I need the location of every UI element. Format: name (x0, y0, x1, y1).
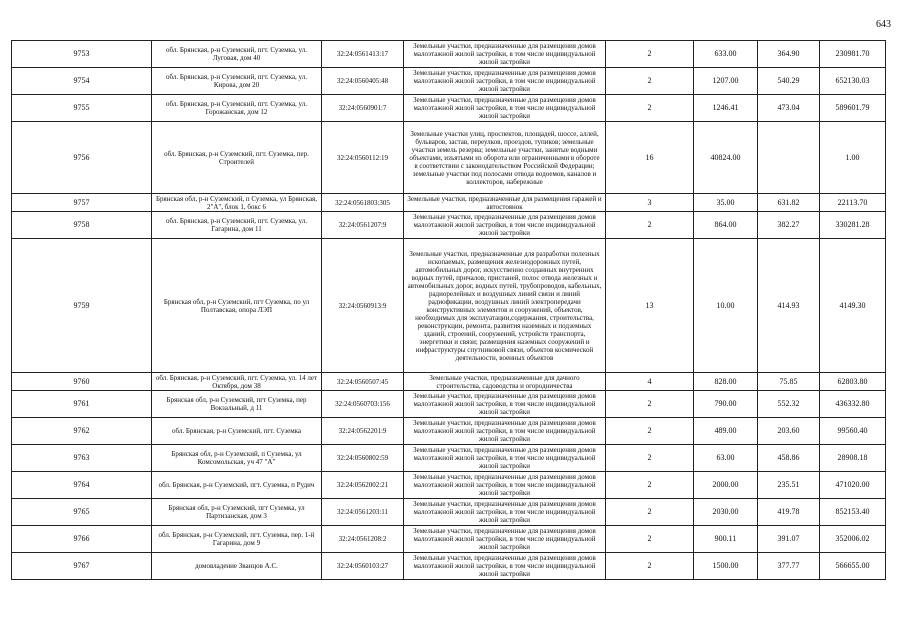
group-code-cell: 2 (606, 499, 694, 526)
specific-value-cell: 540.29 (758, 68, 820, 95)
row-number: 9755 (12, 95, 152, 122)
address-cell: обл. Брянская, р-н Суземский, пгт. Суземка, пер. 1-й Гагарина, дом 9 (152, 526, 322, 553)
cadastral-number-cell: 32:24:0561803:305 (322, 194, 404, 212)
row-number: 9759 (12, 239, 152, 373)
row-number: 9754 (12, 68, 152, 95)
cadastral-value-cell: 589601.79 (820, 95, 886, 122)
table-row (12, 418, 886, 445)
table-row (12, 194, 886, 212)
specific-value-cell: 235.51 (758, 472, 820, 499)
cadastral-value-table (11, 40, 886, 580)
address-cell: Брянская обл, р-н Суземский, пгт Суземка, ул Партизанская, дом 3 (152, 499, 322, 526)
address-cell: обл. Брянская, р-н Суземский, пгт. Суземка, ул. Гагарина, дом 11 (152, 212, 322, 239)
specific-value-cell: 391.07 (758, 526, 820, 553)
land-purpose-cell: Земельные участки, предназначенные для дачного строительства, садоводства и огородничества (404, 373, 606, 391)
table-row (12, 41, 886, 68)
cadastral-value-cell: 471020.00 (820, 472, 886, 499)
row-number: 9753 (12, 41, 152, 68)
area-cell: 828.00 (694, 373, 758, 391)
specific-value-cell: 414.93 (758, 239, 820, 373)
specific-value-cell: 552.32 (758, 391, 820, 418)
cadastral-number-cell: 32:24:0561413:17 (322, 41, 404, 68)
group-code-cell: 2 (606, 472, 694, 499)
address-cell: Брянская обл, р-н Суземский, пгт Суземка, пер Вокзальный, д 11 (152, 391, 322, 418)
cadastral-number-cell: 32:24:0560901:7 (322, 95, 404, 122)
cadastral-number-cell: 32:24:0562201:9 (322, 418, 404, 445)
cadastral-value-cell: 436332.80 (820, 391, 886, 418)
area-cell: 900.11 (694, 526, 758, 553)
land-purpose-cell: Земельные участки, предназначенные для размещения домов малоэтажной жилой застройки, в том числе индивидуальной жилой застройки (404, 472, 606, 499)
address-cell: обл. Брянская, р-н Суземский, пгт. Суземка, пер. Строителей (152, 122, 322, 194)
cadastral-value-cell: 99560.40 (820, 418, 886, 445)
row-number: 9763 (12, 445, 152, 472)
area-cell: 489.00 (694, 418, 758, 445)
table-row (12, 373, 886, 391)
land-purpose-cell: Земельные участки, предназначенные для разработки полезных ископаемых, размещения железнодорожных путей, автомобильных дорог, искусственно созданных внутренних водных путей, причалов, пристаней, полос отвода железных и автомобильных дорог, водных путей, трубопроводов, кабельных, радиорелейных и воздушных линий связи и линий радиофикации, воздушных линий электропередачи конструктивных элементов и сооружений, объектов, необходимых для эксплуатации,содержания, строительства, реконструкции, ремонта, развития наземных и подземных зданий, строений, сооружений, устройств транспорта, энергетики и связи; размещения наземных сооружений и инфраструктуры спутниковой связи, объектов космической деятельности, военных объектов (404, 239, 606, 373)
table-row (12, 391, 886, 418)
cadastral-value-cell: 352006.02 (820, 526, 886, 553)
cadastral-number-cell: 32:24:0561203:11 (322, 499, 404, 526)
address-cell: Брянская обл, р-н Суземский, пгт Суземка, по ул Полтавская, опора ЛЭП (152, 239, 322, 373)
area-cell: 1246.41 (694, 95, 758, 122)
address-cell: обл. Брянская, р-н Суземский, пгт. Суземка, ул. Кирова, дом 20 (152, 68, 322, 95)
cadastral-number-cell: 32:24:0560103:27 (322, 553, 404, 580)
row-number: 9762 (12, 418, 152, 445)
cadastral-number-cell: 32:24:0560802:59 (322, 445, 404, 472)
address-cell: обл. Брянская, р-н Суземский, пгт. Суземка, п Рудич (152, 472, 322, 499)
group-code-cell: 2 (606, 68, 694, 95)
cadastral-number-cell: 32:24:0561208:2 (322, 526, 404, 553)
row-number: 9760 (12, 373, 152, 391)
area-cell: 633.00 (694, 41, 758, 68)
area-cell: 864.00 (694, 212, 758, 239)
row-number: 9767 (12, 553, 152, 580)
address-cell: домовладение Званцов А.С. (152, 553, 322, 580)
land-purpose-cell: Земельные участки, предназначенные для размещения домов малоэтажной жилой застройки, в том числе индивидуальной жилой застройки (404, 212, 606, 239)
cadastral-value-cell: 230981.70 (820, 41, 886, 68)
address-cell: обл. Брянская, р-н Суземский, пгт. Суземка, ул. 14 лет Октября, дом 38 (152, 373, 322, 391)
land-purpose-cell: Земельные участки, предназначенные для размещения домов малоэтажной жилой застройки, в том числе индивидуальной жилой застройки (404, 41, 606, 68)
land-purpose-cell: Земельные участки, предназначенные для размещения домов малоэтажной жилой застройки, в том числе индивидуальной жилой застройки (404, 418, 606, 445)
cadastral-value-cell: 852153.40 (820, 499, 886, 526)
cadastral-value-cell: 566655.00 (820, 553, 886, 580)
group-code-cell: 2 (606, 212, 694, 239)
table-row (12, 526, 886, 553)
address-cell: обл. Брянская, р-н Суземский, пгт. Суземка (152, 418, 322, 445)
specific-value-cell: 631.82 (758, 194, 820, 212)
cadastral-value-cell: 62803.80 (820, 373, 886, 391)
table-row (12, 445, 886, 472)
cadastral-value-cell: 1.00 (820, 122, 886, 194)
cadastral-value-cell: 4149.30 (820, 239, 886, 373)
specific-value-cell: 203.60 (758, 418, 820, 445)
cadastral-number-cell: 32:24:0560913:9 (322, 239, 404, 373)
row-number: 9761 (12, 391, 152, 418)
cadastral-number-cell: 32:24:0560703:156 (322, 391, 404, 418)
area-cell: 10.00 (694, 239, 758, 373)
area-cell: 63.00 (694, 445, 758, 472)
group-code-cell: 2 (606, 95, 694, 122)
specific-value-cell: 75.85 (758, 373, 820, 391)
cadastral-value-cell: 330281.28 (820, 212, 886, 239)
cadastral-number-cell: 32:24:0560405:48 (322, 68, 404, 95)
cadastral-value-cell: 28908.18 (820, 445, 886, 472)
cadastral-number-cell: 32:24:0561207:9 (322, 212, 404, 239)
specific-value-cell: 419.78 (758, 499, 820, 526)
area-cell: 2030.00 (694, 499, 758, 526)
row-number: 9758 (12, 212, 152, 239)
table-row (12, 472, 886, 499)
table-row (12, 95, 886, 122)
cadastral-number-cell: 32:24:0560507:45 (322, 373, 404, 391)
group-code-cell: 2 (606, 41, 694, 68)
specific-value-cell: 377.77 (758, 553, 820, 580)
row-number: 9764 (12, 472, 152, 499)
page-number: 643 (876, 19, 891, 30)
cadastral-number-cell: 32:24:0562002:21 (322, 472, 404, 499)
area-cell: 1207.00 (694, 68, 758, 95)
cadastral-number-cell: 32:24:0560112:19 (322, 122, 404, 194)
row-number: 9765 (12, 499, 152, 526)
land-purpose-cell: Земельные участки, предназначенные для размещения домов малоэтажной жилой застройки, в том числе индивидуальной жилой застройки (404, 553, 606, 580)
address-cell: Брянская обл, р-н Суземский, п Суземка, ул Комсомольская, уч 47 "А" (152, 445, 322, 472)
land-purpose-cell: Земельные участки, предназначенные для размещения домов малоэтажной жилой застройки, в том числе индивидуальной жилой застройки (404, 95, 606, 122)
table-row (12, 68, 886, 95)
land-purpose-cell: Земельные участки, предназначенные для размещения домов малоэтажной жилой застройки, в том числе индивидуальной жилой застройки (404, 526, 606, 553)
land-purpose-cell: Земельные участки, предназначенные для размещения домов малоэтажной жилой застройки, в том числе индивидуальной жилой застройки (404, 499, 606, 526)
land-purpose-cell: Земельные участки, предназначенные для размещения домов малоэтажной жилой застройки, в том числе индивидуальной жилой застройки (404, 445, 606, 472)
specific-value-cell: 473.04 (758, 95, 820, 122)
table-row (12, 239, 886, 373)
area-cell: 790.00 (694, 391, 758, 418)
group-code-cell: 2 (606, 553, 694, 580)
group-code-cell: 2 (606, 418, 694, 445)
address-cell: обл. Брянская, р-н Суземский, пгт. Суземка, ул. Луговая, дом 40 (152, 41, 322, 68)
specific-value-cell (758, 122, 820, 194)
cadastral-value-cell: 22113.70 (820, 194, 886, 212)
land-purpose-cell: Земельные участки, предназначенные для размещения домов малоэтажной жилой застройки, в том числе индивидуальной жилой застройки (404, 391, 606, 418)
area-cell: 2000.00 (694, 472, 758, 499)
table-row (12, 499, 886, 526)
row-number: 9766 (12, 526, 152, 553)
group-code-cell: 2 (606, 445, 694, 472)
cadastral-value-cell: 652130.03 (820, 68, 886, 95)
group-code-cell: 2 (606, 526, 694, 553)
row-number: 9757 (12, 194, 152, 212)
group-code-cell: 4 (606, 373, 694, 391)
table-row (12, 212, 886, 239)
address-cell: обл. Брянская, р-н Суземский, пгт. Суземка, ул. Горожанская, дом 12 (152, 95, 322, 122)
land-purpose-cell: Земельные участки, предназначенные для размещения домов малоэтажной жилой застройки, в том числе индивидуальной жилой застройки (404, 68, 606, 95)
area-cell: 35.00 (694, 194, 758, 212)
land-purpose-cell: Земельные участки, предназначенные для размещения гаражей и автостоянок (404, 194, 606, 212)
table-row (12, 553, 886, 580)
specific-value-cell: 364.90 (758, 41, 820, 68)
group-code-cell: 2 (606, 391, 694, 418)
specific-value-cell: 382.27 (758, 212, 820, 239)
table-row (12, 122, 886, 194)
group-code-cell: 3 (606, 194, 694, 212)
group-code-cell: 16 (606, 122, 694, 194)
specific-value-cell: 458.86 (758, 445, 820, 472)
address-cell: Брянская обл, р-н Суземский, п Суземка, ул Брянская, 2"А", блок 1, бокс 6 (152, 194, 322, 212)
group-code-cell: 13 (606, 239, 694, 373)
area-cell: 1500.00 (694, 553, 758, 580)
area-cell: 40824.00 (694, 122, 758, 194)
land-purpose-cell: Земельные участки улиц, проспектов, площадей, шоссе, аллей, бульваров, застав, переулков, проездов, тупиков; земельные участки земель резерва; земельные участки, занятые водными объектами, изъятыми из оборота или ограниченными в обороте в соответствии с законодательством Российской Федерации; земельные участки под полосами отвода водоемов, каналов и коллекторов, набережные (404, 122, 606, 194)
table-body (12, 41, 886, 580)
row-number: 9756 (12, 122, 152, 194)
